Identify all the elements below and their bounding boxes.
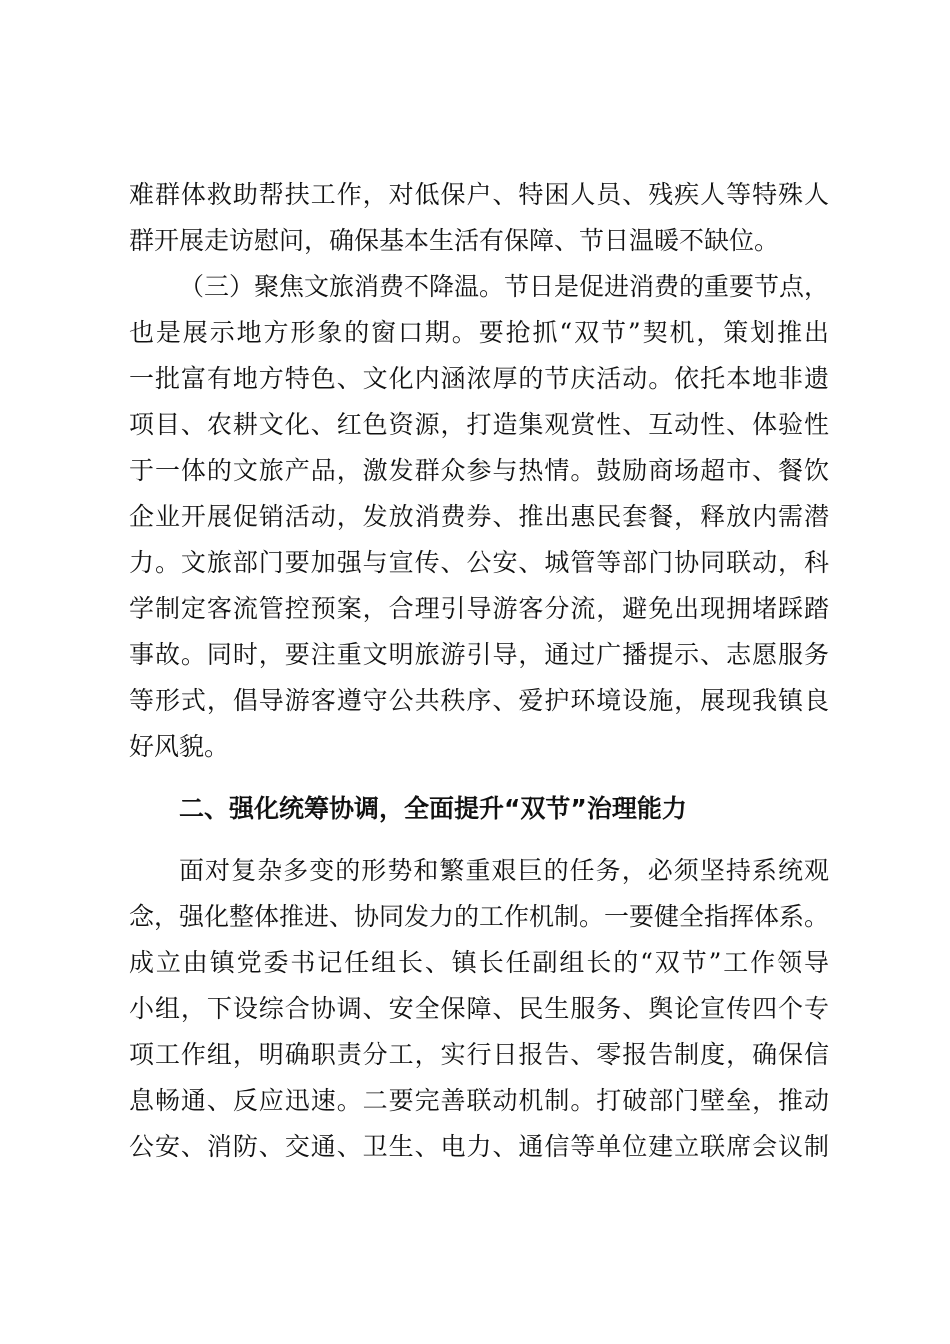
body-text-line: 学制定客流管控预案，合理引导游客分流，避免出现拥堵踩踏	[129, 594, 829, 623]
body-text-line: 小组，下设综合协调、安全保障、民生服务、舆论宣传四个专	[129, 994, 829, 1023]
body-text-line: 好风貌。	[129, 732, 230, 761]
body-text-line: 念，强化整体推进、协同发力的工作机制。一要健全指挥体系。	[129, 902, 829, 931]
body-text-line: 群开展走访慰问，确保基本生活有保障、节日温暖不缺位。	[129, 226, 780, 255]
body-text-line: 力。文旅部门要加强与宣传、公安、城管等部门协同联动，科	[129, 548, 829, 577]
body-text-line: 难群体救助帮扶工作，对低保户、特困人员、残疾人等特殊人	[129, 180, 829, 209]
body-text-line: 成立由镇党委书记任组长、镇长任副组长的“双节”工作领导	[129, 948, 829, 977]
body-text-line: 等形式，倡导游客遵守公共秩序、爱护环境设施，展现我镇良	[129, 686, 829, 715]
body-text-line: 项工作组，明确职责分工，实行日报告、零报告制度，确保信	[129, 1040, 829, 1069]
body-text-line: 面对复杂多变的形势和繁重艰巨的任务，必须坚持系统观	[179, 856, 829, 885]
section-heading: 二、强化统筹协调，全面提升“双节”治理能力	[179, 794, 687, 823]
body-text-line: 项目、农耕文化、红色资源，打造集观赏性、互动性、体验性	[129, 410, 829, 439]
body-text-line: 一批富有地方特色、文化内涵浓厚的节庆活动。依托本地非遗	[129, 364, 829, 393]
body-text-line: 事故。同时，要注重文明旅游引导，通过广播提示、志愿服务	[129, 640, 829, 669]
section-subheading-line: （三）聚焦文旅消费不降温。节日是促进消费的重要节点，	[179, 272, 829, 301]
body-text-line: 也是展示地方形象的窗口期。要抢抓“双节”契机，策划推出	[129, 318, 829, 347]
body-text-line: 公安、消防、交通、卫生、电力、通信等单位建立联席会议制	[129, 1132, 829, 1161]
body-text-line: 企业开展促销活动，发放消费券、推出惠民套餐，释放内需潜	[129, 502, 829, 531]
body-text-line: 于一体的文旅产品，激发群众参与热情。鼓励商场超市、餐饮	[129, 456, 829, 485]
body-text-line: 息畅通、反应迅速。二要完善联动机制。打破部门壁垒，推动	[129, 1086, 829, 1115]
